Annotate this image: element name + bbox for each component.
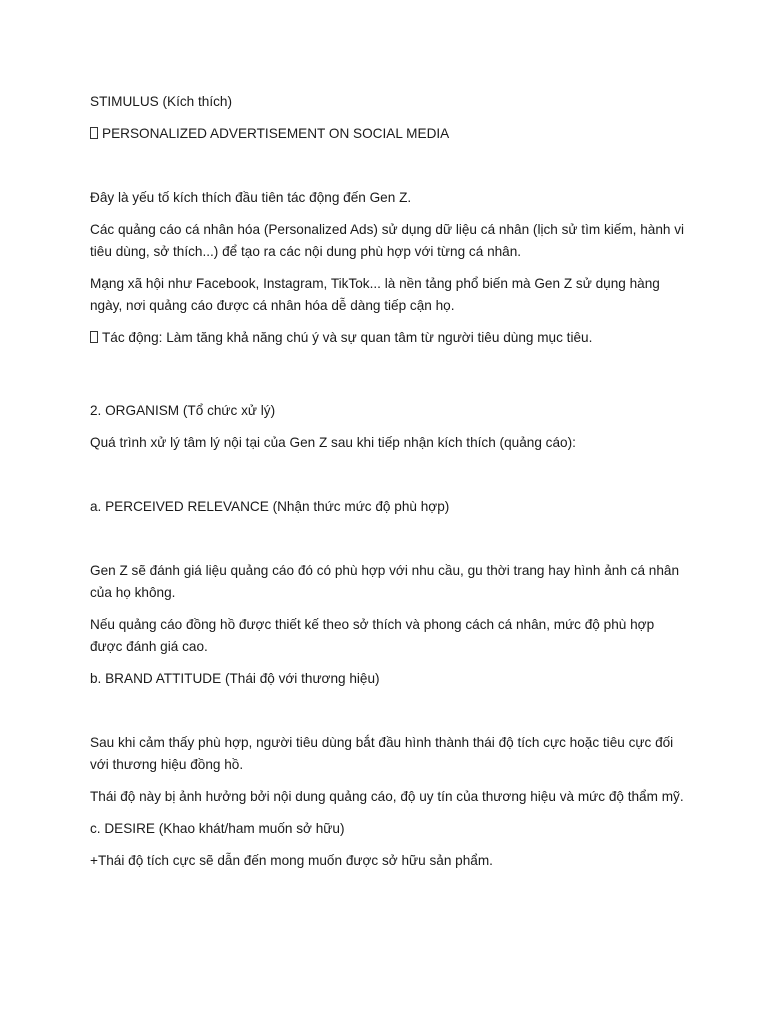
missing-glyph-icon [90,331,98,343]
stimulus-impact [90,327,690,349]
relevance-heading: a. PERCEIVED RELEVANCE (Nhận thức mức độ phù hợp) [90,499,450,514]
relevance-paragraph-1: Gen Z sẽ đánh giá liệu quảng cáo đó có phù hợp với nhu cầu, gu thời trang hay hình ảnh cá nhân của họ không. [90,563,680,600]
stimulus-subheading-text: PERSONALIZED ADVERTISEMENT ON SOCIAL MEDIA [102,126,450,141]
organism-intro: Quá trình xử lý tâm lý nội tại của Gen Z sau khi tiếp nhận kích thích (quảng cáo): [90,435,576,450]
attitude-paragraph-1: Sau khi cảm thấy phù hợp, người tiêu dùng bắt đầu hình thành thái độ tích cực hoặc tiêu cực đối với thương hiệu đồng hồ. [90,735,674,772]
attitude-paragraph-2: Thái độ này bị ảnh hưởng bởi nội dung quảng cáo, độ uy tín của thương hiệu và mức độ thẩm mỹ. [90,789,684,804]
desire-paragraph-1: +Thái độ tích cực sẽ dẫn đến mong muốn được sở hữu sản phẩm. [90,853,493,868]
desire-heading: c. DESIRE (Khao khát/ham muốn sở hữu) [90,821,345,836]
stimulus-paragraph-1: Đây là yếu tố kích thích đầu tiên tác động đến Gen Z. [90,190,412,205]
relevance-paragraph-2: Nếu quảng cáo đồng hồ được thiết kế theo sở thích và phong cách cá nhân, mức độ phù hợp được đánh giá cao. [90,617,655,654]
stimulus-paragraph-2: Các quảng cáo cá nhân hóa (Personalized Ads) sử dụng dữ liệu cá nhân (lịch sử tìm kiếm, hành vi tiêu dùng, sở thích...) để tạo ra các nội dung phù hợp với từng cá nhân. [90,222,685,259]
stimulus-paragraph-3: Mạng xã hội như Facebook, Instagram, TikTok... là nền tảng phổ biến mà Gen Z sử dụng hàng ngày, nơi quảng cáo được cá nhân hóa dễ dàng tiếp cận họ. [90,276,660,313]
stimulus-heading: STIMULUS (Kích thích) [90,94,233,109]
stimulus-impact-text: Tác động: Làm tăng khả năng chú ý và sự quan tâm từ người tiêu dùng mục tiêu. [102,330,593,345]
organism-heading: 2. ORGANISM (Tổ chức xử lý) [90,403,276,418]
missing-glyph-icon [90,127,98,139]
stimulus-subheading [90,123,690,145]
attitude-heading: b. BRAND ATTITUDE (Thái độ với thương hiệu) [90,671,380,686]
document-body [90,91,690,882]
